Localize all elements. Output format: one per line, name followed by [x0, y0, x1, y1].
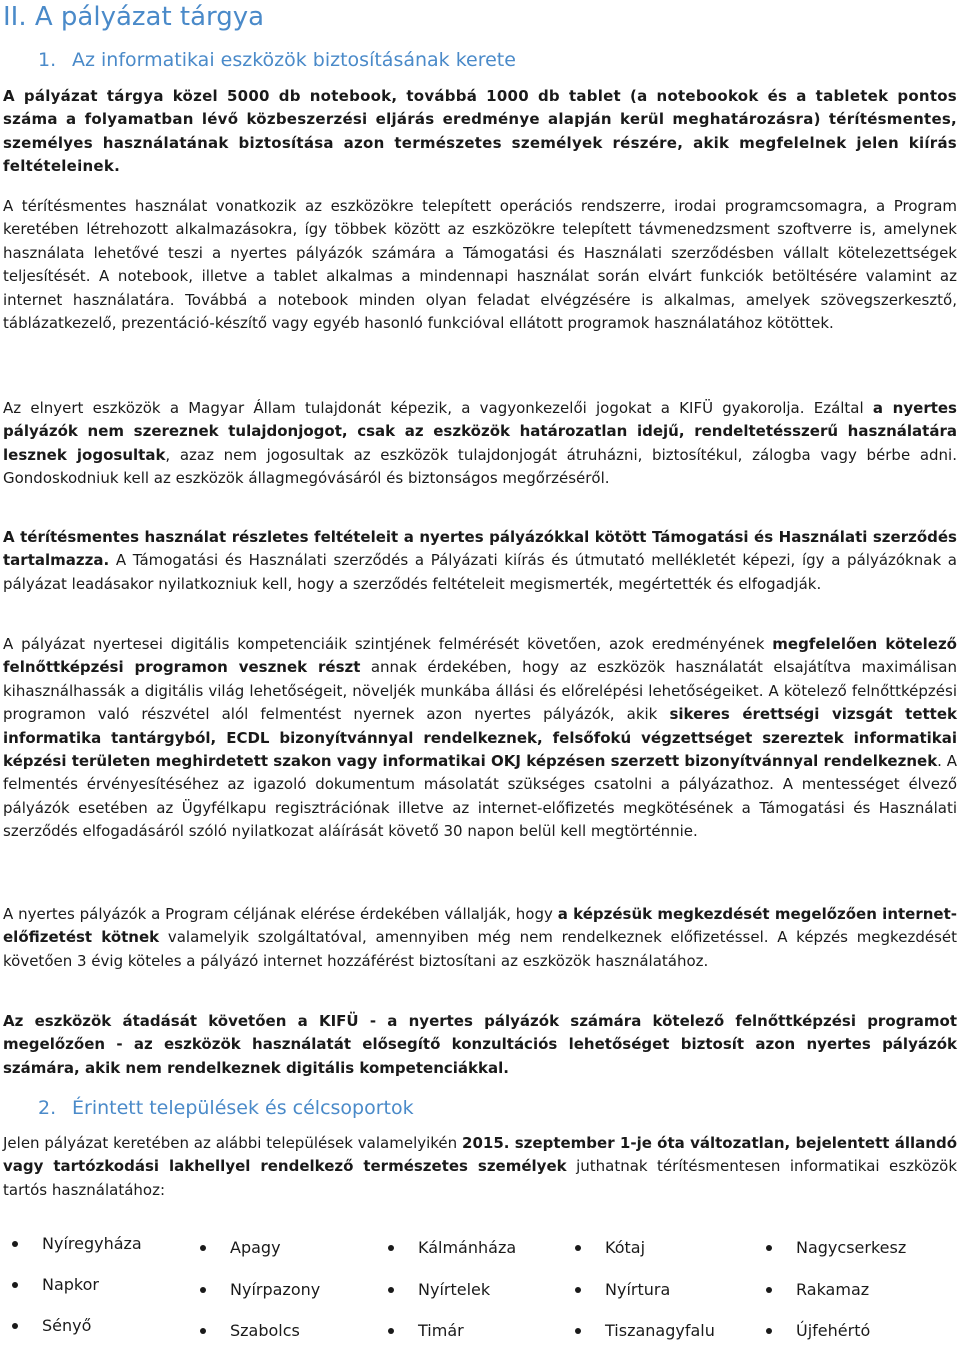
emphasis-text: sikeres érettségi vizsgát tettek informatika tantárgyból, ECDL bizonyítvánnyal rendelkeznek, felsőfokú végzettséget szereztek informatikai képzési területen meghirdetett szakon vagy informatikai OKJ képzésen szerzett bizonyítvánnyal rendelkeznek: [3, 705, 957, 771]
bullet-icon: [12, 1241, 18, 1247]
text-run: valamelyik szolgáltatóval, amennyiben még nem rendelkeznek előfizetéssel. A képzés megkezdését követően 3 évig köteles a pályázó internet hozzáférést biztosítani az eszközök használatához.: [3, 928, 957, 970]
settlement-name: Sényő: [42, 1316, 92, 1335]
settlement-item: [388, 1278, 490, 1302]
paragraph-contract: [3, 526, 957, 596]
text-run: A pályázat nyertesei digitális kompetenciáik szintjének felmérését követően, azok eredményének: [3, 635, 773, 653]
text-run: juthatnak térítésmentesen informatikai eszközök tartós használatához:: [3, 1157, 958, 1199]
bullet-icon: [766, 1245, 772, 1251]
paragraph-subject: A pályázat tárgya közel 5000 db notebook, továbbá 1000 db tablet (a notebookok és a tabletek pontos száma a folyamatban lévő közbeszerzési eljárás eredménye alapján kerül meghatározásra) térítésmentes, személyes használatának biztosítása azon természetes személyek részére, akik megfelelnek jelen kiírás feltételeinek.: [3, 87, 957, 176]
text-run: . A felmentés érvényesítéséhez az igazoló dokumentum másolatát szükséges csatolni a pályázathoz. A mentességet élvező pályázók esetében az Ügyfélkapu regisztrációnak illetve az internet-előfizetés megkötésének a Támogatási és Használati szerződés elfogadásáról szóló nyilatkozat aláírását követő 30 napon belül kell megtörténnie.: [3, 752, 957, 841]
paragraph-ownership: [3, 397, 957, 491]
bullet-icon: [575, 1245, 581, 1251]
settlement-name: Apagy: [230, 1238, 281, 1257]
text-run: A Támogatási és Használati szerződés a Pályázati kiírás és útmutató mellékletét képezi, így a pályázóknak a pályázat leadásakor nyilatkozniuk kell, hogy a szerződés feltételeit megismerték, megértették és elfogadják.: [3, 551, 957, 593]
paragraph-target-group: [3, 1132, 957, 1202]
settlement-item: [200, 1278, 320, 1302]
settlement-item: [575, 1278, 670, 1302]
settlement-item: [766, 1278, 869, 1302]
emphasis-text: 2015. szeptember 1-je óta változatlan, bejelentett állandó vagy tartózkodási lakhellyel rendelkező természetes személyek: [3, 1134, 957, 1176]
paragraph-training: [3, 633, 957, 844]
settlement-name: Kálmánháza: [418, 1238, 517, 1257]
subsection-title: Az informatikai eszközök biztosításának kerete: [72, 49, 516, 71]
bullet-icon: [200, 1245, 206, 1251]
bullet-icon: [388, 1245, 394, 1251]
settlement-item: [766, 1236, 906, 1260]
settlement-item: [12, 1232, 142, 1256]
bullet-icon: [12, 1282, 18, 1288]
settlement-list: [0, 1226, 960, 1345]
subsection-title: Érintett települések és célcsoportok: [72, 1097, 414, 1119]
settlement-name: Kótaj: [605, 1238, 646, 1257]
emphasis-text: A térítésmentes használat részletes feltételeit a nyertes pályázókkal kötött Támogatási és Használati szerződés tartalmazza.: [3, 528, 957, 570]
emphasis-text: a képzésük megkezdését megelőzően internet-előfizetést kötnek: [3, 905, 957, 947]
settlement-item: [575, 1236, 645, 1260]
settlement-item: [388, 1319, 464, 1343]
text-run: A nyertes pályázók a Program céljának elérése érdekében vállalják, hogy: [3, 905, 558, 923]
settlement-name: Nyírtelek: [418, 1280, 491, 1299]
bullet-icon: [575, 1287, 581, 1293]
bullet-icon: [388, 1328, 394, 1334]
settlement-item: [766, 1319, 870, 1343]
settlement-item: [12, 1314, 91, 1338]
bullet-icon: [575, 1328, 581, 1334]
bullet-icon: [766, 1328, 772, 1334]
subsection-heading-2: [38, 1096, 414, 1120]
settlement-name: Napkor: [42, 1275, 99, 1294]
paragraph-internet: [3, 903, 957, 973]
settlement-name: Nyíregyháza: [42, 1234, 142, 1253]
settlement-name: Timár: [418, 1321, 464, 1340]
subsection-number: 2.: [38, 1097, 57, 1119]
section-title: II. A pályázat tárgya: [3, 2, 265, 32]
settlement-item: [575, 1319, 715, 1343]
text-run: annak érdekében, hogy az eszközök használatát elsajátítva maximálisan kihasználhassák a digitális világ lehetőségeit, növeljék munkába állási és előrelépési lehetőségeiket. A kötelező felnőttképzési programon való részvétel alól felmentést nyernek azon nyertes pályázók, akik: [3, 658, 958, 724]
paragraph-free-use: A térítésmentes használat vonatkozik az eszközökre telepített operációs rendszerre, irodai programcsomagra, a Program keretében létrehozott alkalmazásokra, így többek között az eszközökre telepített távmenedzsment szoftverre is, amelynek használata lehetővé teszi a nyertes pályázók számára a Támogatási és Használati szerződésben vállalt kötelezettségek teljesítését. A notebook, illetve a tablet alkalmas a mindennapi használat során elvárt funkciók betöltésére valamint az internet használatára. Továbbá a notebook minden olyan feladat elvégzésére is alkalmas, amelyek szövegszerkesztő, táblázatkezelő, prezentáció-készítő vagy egyéb hasonló funkcióval ellátott programok használatához kötöttek.: [3, 197, 957, 333]
bullet-icon: [12, 1323, 18, 1329]
emphasis-text: a nyertes pályázók nem szereznek tulajdonjogot, csak az eszközök határozatlan idejű, rendeltetésszerű használatára lesznek jogosultak: [3, 399, 957, 464]
bullet-icon: [388, 1287, 394, 1293]
settlement-name: Nyírpazony: [230, 1280, 321, 1299]
settlement-item: [388, 1236, 516, 1260]
paragraph-consultation: Az eszközök átadását követően a KIFÜ - a nyertes pályázók számára kötelező felnőttképzési programot megelőzően - az eszközök használatát elősegítő konzultációs lehetőséget biztosít azon nyertes pályázók számára, akik nem rendelkeznek digitális kompetenciákkal.: [3, 1012, 957, 1077]
settlement-item: [200, 1236, 281, 1260]
bullet-icon: [200, 1328, 206, 1334]
bullet-icon: [200, 1287, 206, 1293]
settlement-name: Szabolcs: [230, 1321, 300, 1340]
settlement-name: Tiszanagyfalu: [605, 1321, 715, 1340]
settlement-name: Nagycserkesz: [796, 1238, 907, 1257]
settlement-name: Rakamaz: [796, 1280, 870, 1299]
bullet-icon: [766, 1287, 772, 1293]
settlement-name: Újfehértó: [796, 1321, 871, 1340]
subsection-number: 1.: [38, 49, 57, 71]
text-run: , azaz nem jogosultak az eszközök tulajdonjogát átruházni, biztosítékul, zálogba vagy bérbe adni. Gondoskodniuk kell az eszközök állagmegóvásáról és biztonságos megőrzéséről.: [3, 445, 957, 488]
text-run: Jelen pályázat keretében az alábbi települések valamelyikén: [3, 1134, 463, 1152]
settlement-name: Nyírtura: [605, 1280, 671, 1299]
text-run: Az elnyert eszközök a Magyar Állam tulajdonát képezik, a vagyonkezelői jogokat a KIFÜ gyakorolja. Ezáltal: [3, 399, 873, 417]
settlement-item: [12, 1273, 99, 1297]
settlement-item: [200, 1319, 300, 1343]
subsection-heading-1: [38, 48, 516, 72]
emphasis-text: megfelelően kötelező felnőttképzési programon vesznek részt: [3, 635, 957, 677]
